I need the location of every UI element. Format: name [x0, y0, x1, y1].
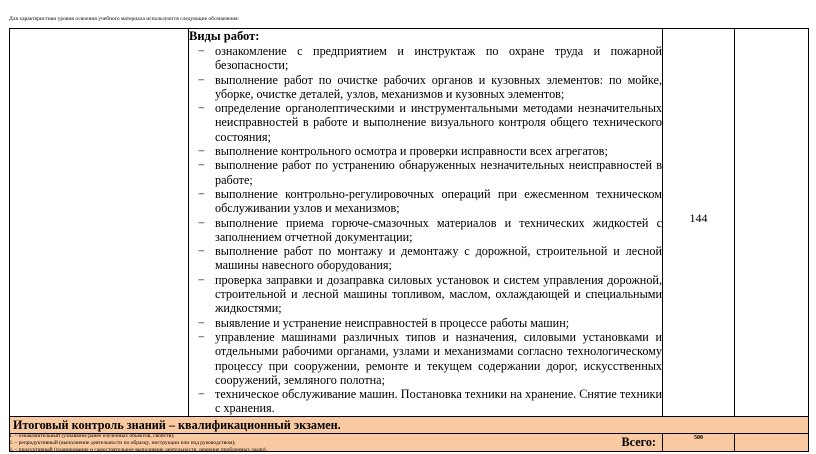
work-item: [189, 158, 662, 187]
exam-row: [10, 416, 809, 433]
works-title: Виды работ:: [189, 29, 260, 43]
legend-note: Для характеристики уровня освоения учебного материала используются следующие обозначения:: [9, 16, 240, 22]
hours-cell: 144: [663, 29, 735, 417]
work-item-text: выполнение работ по устранению обнаруженных незначительных неисправностей в работе;: [215, 158, 662, 187]
dash-bullet: −: [198, 186, 205, 201]
footnote-line: 1. – ознакомительный (узнавание ранее изученных объектов, свойств);: [9, 433, 175, 439]
work-item-text: техническое обслуживание машин. Постановка техники на хранение. Снятие техники с хранения.: [215, 387, 662, 416]
work-item: [189, 387, 662, 416]
exam-label: Итоговый контроль знаний – квалификационный экзамен.: [10, 416, 809, 433]
total-empty-cell: [735, 433, 809, 451]
work-item: [189, 44, 662, 73]
practice-table: [9, 28, 809, 452]
work-item-text: выполнение работ по монтажу и демонтажу с дорожной, строительной и лесной машины навесного оборудования;: [215, 244, 662, 273]
dash-bullet: −: [198, 387, 205, 402]
dash-bullet: −: [198, 158, 205, 173]
work-item: [189, 330, 662, 387]
work-item: [189, 73, 662, 102]
work-item-text: управление машинами различных типов и назначения, силовыми установками и отдельными рабочими органами, узлами и механизмами согласно технологическому процессу при сооружении, ремонте и текущем содержании дорог, искусственных сооружений, земляного полотна;: [215, 329, 662, 387]
work-item: [189, 101, 662, 144]
works-cell: [189, 29, 663, 417]
work-item-text: выполнение контрольного осмотра и проверки исправности всех агрегатов;: [215, 144, 608, 159]
work-item-text: выполнение приема горюче-смазочных материалов и технических жидкостей с заполнением отчетной документации;: [215, 215, 662, 244]
total-value: 500: [663, 433, 735, 451]
dash-bullet: −: [198, 44, 205, 58]
dash-bullet: −: [198, 272, 205, 287]
footnotes: [9, 433, 267, 454]
work-item-text: ознакомление с предприятием и инструктаж по охране труда и пожарной безопасности;: [215, 44, 662, 73]
dash-bullet: −: [198, 72, 205, 87]
footnote-line: 2. – репродуктивный (выполнение деятельности по образцу, инструкции или под руководством);: [9, 440, 236, 446]
work-item-text: выполнение контрольно-регулировочных операций при ежесменном техническом обслуживании узлов и механизмов;: [215, 186, 662, 216]
dash-bullet: −: [198, 144, 205, 159]
empty-cell-right: [735, 29, 809, 417]
work-item: [189, 244, 662, 273]
work-item: [189, 216, 662, 245]
works-list: [189, 44, 662, 416]
work-item-text: выполнение работ по очистке рабочих органов и кузовных элементов: по мойке, уборке, очистке деталей, узлов, механизмов и кузовных элементов;: [215, 72, 662, 101]
work-item-text: выявление и устранение неисправностей в процессе работы машин;: [215, 315, 570, 330]
dash-bullet: −: [198, 244, 205, 259]
dash-bullet: −: [198, 101, 205, 116]
dash-bullet: −: [198, 215, 205, 230]
work-item-text: проверка заправки и дозаправка силовых установок и систем управления дорожной, строительной и лесной машины топливом, маслом, охлаждающей и специальными жидкостями;: [215, 272, 662, 316]
work-item: [189, 273, 662, 316]
work-item: [189, 144, 662, 158]
dash-bullet: −: [198, 315, 205, 330]
work-item-text: определение органолептическими и инструментальными методами незначительных неисправностей в работе и выполнение визуального контроля общего технического состояния;: [215, 101, 662, 144]
works-row: [10, 29, 809, 417]
footnote-line: 3. – продуктивный (планирование и самостоятельное выполнение деятельности, решение проблемных задач).: [9, 447, 267, 453]
work-item: [189, 316, 662, 330]
empty-cell-left: [10, 29, 189, 417]
dash-bullet: −: [198, 329, 205, 344]
total-label: Всего:: [10, 433, 663, 451]
work-item: [189, 187, 662, 216]
